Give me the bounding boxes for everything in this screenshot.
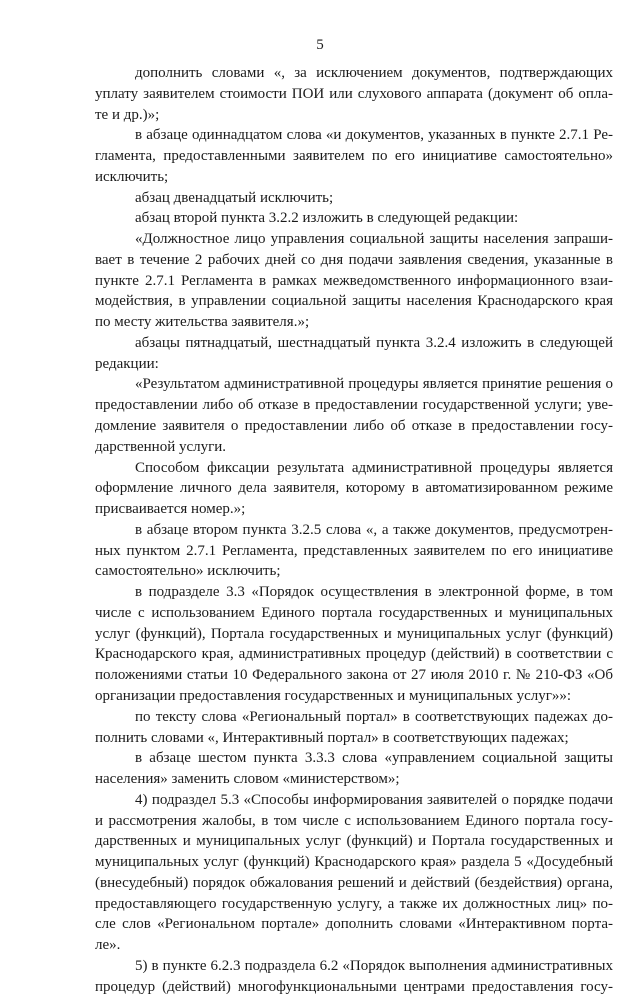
text-line: сле слов «Региональном портале» дополнить словами «Интерактивном порта-	[95, 916, 613, 933]
text-line: процедур (действий) многофункциональными центрами предоставления госу-	[95, 978, 613, 995]
text-line: и рассмотрения жалобы, в том числе с использованием Единого портала госу-	[95, 812, 613, 829]
text-line: абзацы пятнадцатый, шестнадцатый пункта 3.2.4 изложить в следующей	[135, 334, 613, 351]
text-line: те и др.)»;	[95, 106, 160, 123]
text-line: Способом фиксации результата административной процедуры является	[135, 459, 613, 476]
text-line: ных пунктом 2.7.1 Регламента, представленных заявителем по его инициативе	[95, 542, 613, 559]
text-line: абзац двенадцатый исключить;	[135, 189, 334, 206]
text-line: в абзаце втором пункта 3.2.5 слова «, а также документов, предусмотрен-	[135, 521, 613, 538]
text-line: в абзаце шестом пункта 3.3.3 слова «управлением социальной защиты	[135, 750, 613, 767]
text-line: модействия, в управлении социальной защиты населения Краснодарского края	[95, 293, 613, 310]
text-line: абзац второй пункта 3.2.2 изложить в следующей редакции:	[135, 210, 519, 227]
text-line: муниципальных услуг (функций) Краснодарского края» раздела 5 «Досудебный	[95, 854, 613, 871]
document-body	[95, 63, 613, 997]
text-line: в абзаце одиннадцатом слова «и документов, указанных в пункте 2.7.1 Ре-	[135, 127, 613, 144]
text-line: вает в течение 2 рабочих дней со дня подачи заявления сведения, указанные в	[95, 251, 613, 268]
text-line: редакции:	[95, 355, 159, 372]
text-line: дополнить словами «, за исключением документов, подтверждающих	[135, 65, 613, 81]
text-line: ле».	[95, 937, 121, 954]
page-number: 5	[316, 37, 324, 53]
text-line: «Должностное лицо управления социальной защиты населения запраши-	[135, 231, 613, 248]
text-line: уплату заявителем стоимости ПОИ или слухового аппарата (документ об опла-	[95, 85, 613, 102]
text-line: присваивается номер.»;	[95, 501, 246, 518]
text-line: услуг (функций), Портала государственных и муниципальных услуг (функций)	[95, 625, 613, 642]
text-line: 4) подраздел 5.3 «Способы информирования заявителей о порядке подачи	[135, 791, 613, 808]
text-line: дарственной услуги.	[95, 438, 227, 455]
text-line: оформление личного дела заявителя, которому в автоматизированном режиме	[95, 480, 613, 497]
text-line: в подразделе 3.3 «Порядок осуществления в электронной форме, в том	[135, 584, 613, 601]
text-line: исключить;	[95, 168, 169, 185]
text-line: полнить словами «, Интерактивный портал» в соответствующих падежах;	[95, 729, 569, 746]
text-line: пункте 2.7.1 Регламента в рамках межведомственного информационного взаи-	[95, 272, 613, 289]
text-line: по тексту слова «Региональный портал» в соответствующих падежах до-	[135, 708, 613, 725]
text-line: гламента, предоставленными заявителем по его инициативе самостоятельно»	[95, 148, 613, 165]
text-line: положениями статьи 10 Федерального закона от 27 июля 2010 г. № 210-ФЗ «Об	[95, 667, 613, 684]
text-line: домление заявителя о предоставлении либо об отказе в предоставлении госу-	[95, 418, 613, 435]
text-line: «Результатом административной процедуры является принятие решения о	[135, 376, 613, 393]
text-line: организации предоставления государственных и муниципальных услуг»»:	[95, 687, 572, 704]
text-line: населения» заменить словом «министерством»;	[95, 771, 400, 788]
text-line: (внесудебный) порядок обжалования решений и действий (бездействия) органа,	[95, 874, 613, 891]
text-line: по месту жительства заявителя.»;	[95, 314, 310, 331]
text-line: Краснодарского края, административных процедур (действий) в соответствии с	[95, 646, 613, 663]
text-line: самостоятельно» исключить;	[95, 563, 281, 580]
text-line: числе с использованием Единого портала государственных и муниципальных	[95, 604, 613, 621]
text-line: предоставлении либо об отказе в предоставлении государственной услуги; уве-	[95, 397, 613, 414]
text-line: 5) в пункте 6.2.3 подраздела 6.2 «Порядок выполнения административных	[135, 957, 613, 974]
text-line: предоставляющего государственную услугу, а также их должностных лиц» по-	[95, 895, 613, 912]
text-line: дарственных и муниципальных услуг (функций) и Портала государственных и	[95, 833, 613, 850]
